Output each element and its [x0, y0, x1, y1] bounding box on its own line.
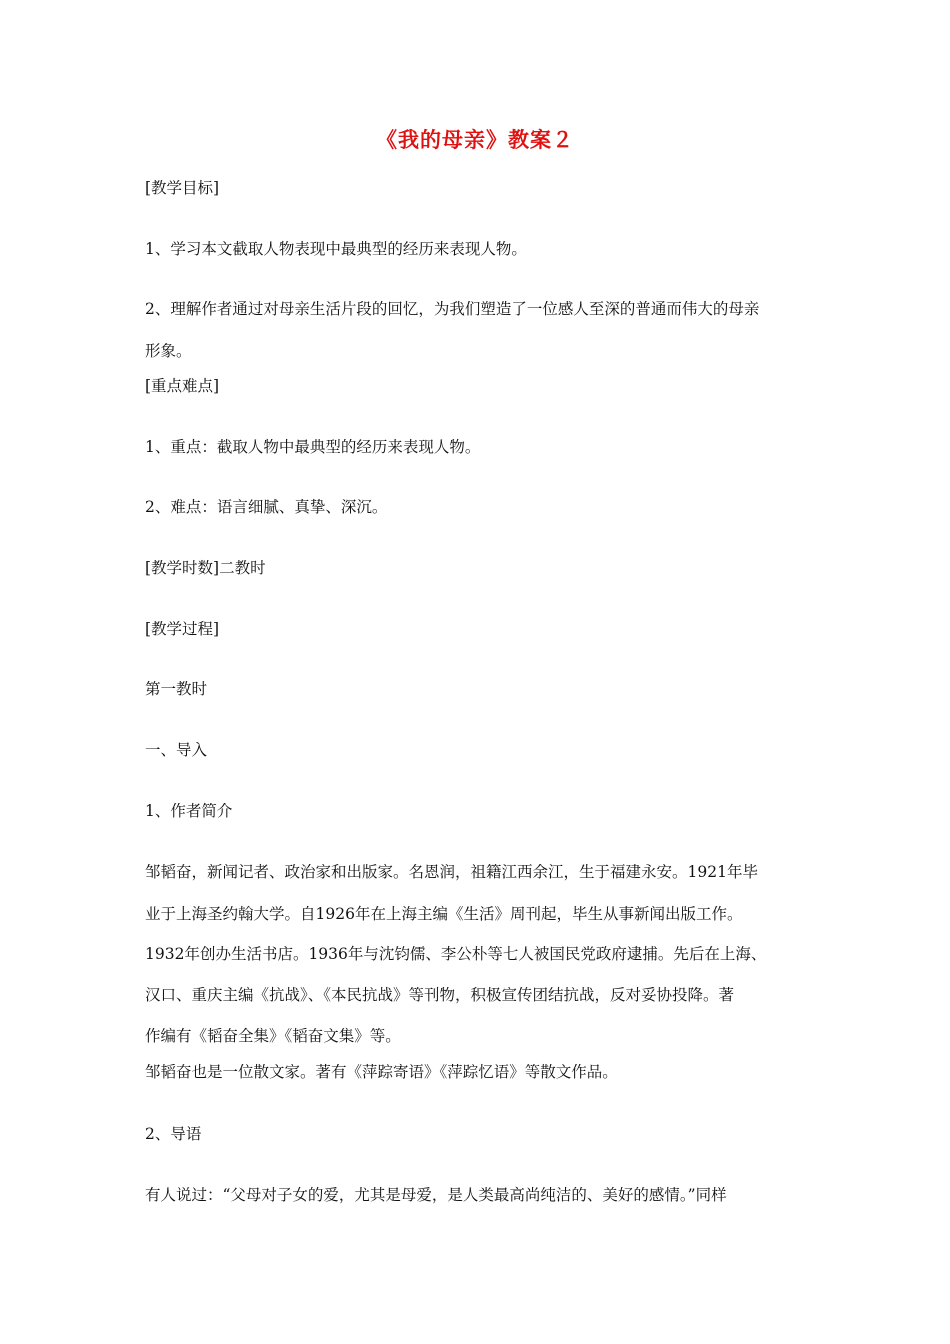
paragraph-author-line-4: 汉口、重庆主编《抗战》、《本民抗战》等刊物，积极宣传团结抗战，反对妥协投降。著 — [145, 986, 735, 1004]
paragraph-objective-2: 2、理解作者通过对母亲生活片段的回忆，为我们塑造了一位感人至深的普通而伟大的母亲 — [145, 300, 760, 318]
paragraph-author-line-1: 邹韬奋，新闻记者、政治家和出版家。名恩润，祖籍江西余江，生于福建永安。1921年毕 — [145, 863, 758, 881]
subheading-first-lesson: 第一教时 — [145, 680, 208, 698]
paragraph-author-line-2: 业于上海圣约翰大学。自1926年在上海主编《生活》周刊起，毕生从事新闻出版工作。 — [145, 905, 743, 923]
subheading-lead-in: 2、导语 — [145, 1125, 202, 1143]
subheading-author-intro: 1、作者简介 — [145, 802, 233, 820]
paragraph-lead-in: 有人说过：“父母对子女的爱，尤其是母爱，是人类最高尚纯洁的、美好的感情。”同样 — [145, 1186, 727, 1204]
paragraph-author-line-5: 作编有《韬奋全集》《韬奋文集》等。 — [145, 1027, 401, 1045]
page-title: 《我的母亲》教案２ — [376, 127, 574, 152]
paragraph-objective-1: 1、学习本文截取人物表现中最典型的经历来表现人物。 — [145, 240, 527, 258]
paragraph-difficulty: 2、难点：语言细腻、真挚、深沉。 — [145, 498, 388, 516]
subheading-introduction: 一、导入 — [145, 741, 208, 759]
section-heading-hours: [教学时数]二教时 — [145, 559, 266, 577]
paragraph-key-point: 1、重点：截取人物中最典型的经历来表现人物。 — [145, 438, 481, 456]
section-heading-objectives: [教学目标] — [145, 179, 220, 197]
section-heading-key-points: [重点难点] — [145, 377, 220, 395]
paragraph-objective-2-cont: 形象。 — [145, 342, 192, 360]
section-heading-process: [教学过程] — [145, 620, 220, 638]
paragraph-author-essays: 邹韬奋也是一位散文家。著有《萍踪寄语》《萍踪忆语》等散文作品。 — [145, 1063, 618, 1081]
paragraph-author-line-3: 1932年创办生活书店。1936年与沈钧儒、李公朴等七人被国民党政府逮捕。先后在上海、 — [145, 945, 767, 963]
